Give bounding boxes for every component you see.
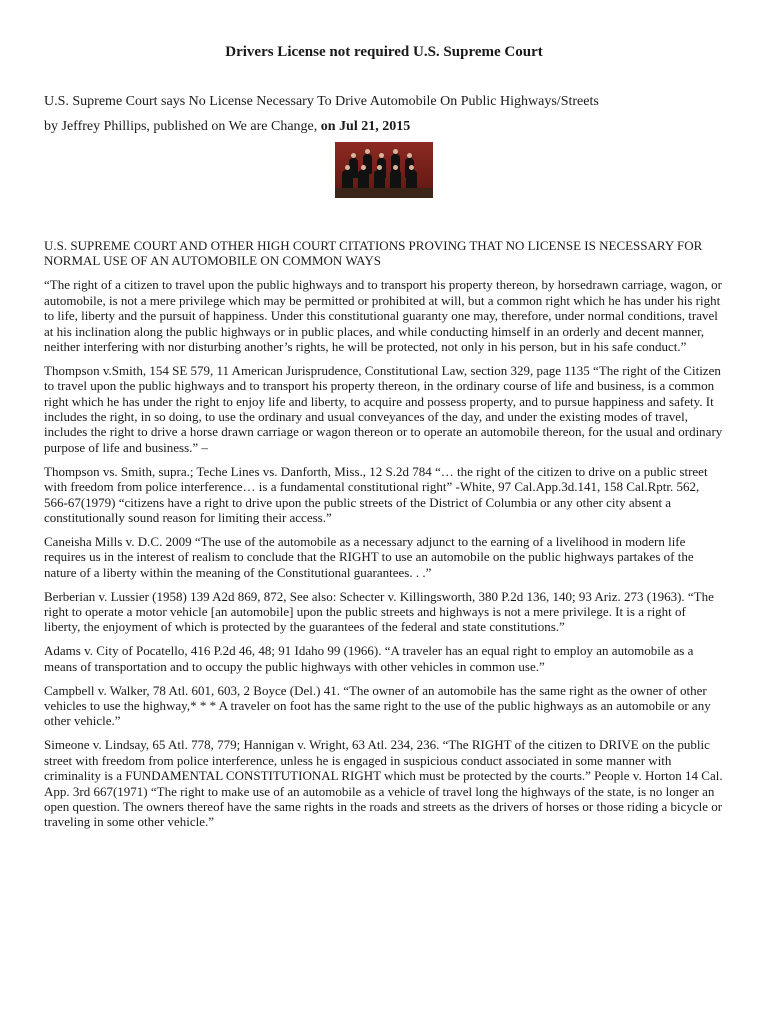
paragraph: Adams v. City of Pocatello, 416 P.2d 46, 48; 91 Idaho 99 (1966). “A traveler has an equal right to employ an automobile as a means of transportation and to occupy the public highways with other vehicles in common use.” — [44, 643, 694, 674]
paragraph: Thompson vs. Smith, supra.; Teche Lines vs. Danforth, Miss., 12 S.2d 784 “… the right of the citizen to drive on a public street with freedom from police interference… is a fundamental constitutional right” -White, 97 Cal.App.3d.141, 158 Cal.Rptr. 562, 566-67(1979) “citizens have a right to drive upon the public streets of the District of Columbia or any other city absent a constitutionally sound reason for limiting their access.” — [44, 463, 708, 525]
document-subtitle: U.S. Supreme Court says No License Necessary To Drive Automobile On Public Highways/Streets — [44, 94, 599, 109]
paragraph: Caneisha Mills v. D.C. 2009 “The use of the automobile as a necessary adjunct to the earning of a livelihood in modern life requires us in the interest of realism to conclude that the RIGHT to use an automobile on the public highways partakes of the nature of a liberty within the meaning of the Constitutional guarantees. . .” — [44, 533, 694, 580]
byline — [44, 119, 734, 135]
paragraph: Thompson v.Smith, 154 SE 579, 11 American Jurisprudence, Constitutional Law, section 329, page 1135 “The right of the Citizen to travel upon the public highways and to transport his property thereon, in the ordinary course of life and business, is a common right which he has under the right to enjoy life and liberty, to acquire and possess property, and to pursue happiness and safety. It includes the right, in so doing, to use the ordinary and usual conveyances of the day, and under the existing modes of travel, includes the right to drive a horse drawn carriage or wagon thereon or to operate an automobile thereon, for the usual and ordinary purpose of life and business.” – — [44, 362, 723, 455]
document-body — [44, 238, 724, 838]
byline-date: on Jul 21, 2015 — [320, 119, 411, 134]
document-title: Drivers License not required U.S. Supreme Court — [225, 44, 543, 60]
supreme-court-photo — [335, 142, 433, 198]
byline-author: by Jeffrey Phillips, published on We are Change, — [44, 119, 321, 134]
section-heading: U.S. SUPREME COURT AND OTHER HIGH COURT CITATIONS PROVING THAT NO LICENSE IS NECESSARY FOR NORMAL USE OF AN AUTOMOBILE ON COMMON WAYS — [44, 238, 703, 269]
paragraph: Simeone v. Lindsay, 65 Atl. 778, 779; Hannigan v. Wright, 63 Atl. 234, 236. “The RIGHT of the citizen to DRIVE on the public street with freedom from police interference, unless he is engaged in suspicious conduct associated in some manner with criminality is a FUNDAMENTAL CONSTITUTIONAL RIGHT which must be protected by the courts.” People v. Horton 14 Cal. App. 3rd 667(1971) “The right to make use of an automobile as a vehicle of travel long the highways of the state, is no longer an open question. The owners thereof have the same rights in the roads and streets as the drivers of horses or those riding a bicycle or traveling in some other vehicle.” — [44, 737, 723, 830]
paragraph: Campbell v. Walker, 78 Atl. 601, 603, 2 Boyce (Del.) 41. “The owner of an automobile has the same right as the owner of other vehicles to use the highway,* * * A traveler on foot has the same right to the use of the public highways as an automobile or any other vehicle.” — [44, 682, 711, 729]
paragraph: “The right of a citizen to travel upon the public highways and to transport his property thereon, by horsedrawn carriage, wagon, or automobile, is not a mere privilege which may be permitted or prohibited at will, but a common right which he has under his right to life, liberty and the pursuit of happiness. Under this constitutional guaranty one may, therefore, under normal conditions, travel at his inclination along the public highways or in public places, and while conducting himself in an orderly and decent manner, neither interfering with nor disturbing another’s rights, he will be protected, not only in his person, but in his safe conduct.” — [44, 277, 722, 354]
paragraph: Berberian v. Lussier (1958) 139 A2d 869, 872, See also: Schecter v. Killingsworth, 380 P.2d 136, 140; 93 Ariz. 273 (1963). “The right to operate a motor vehicle [an automobile] upon the public streets and highways is not a mere privilege. It is a right of liberty, the enjoyment of which is protected by the guarantees of the federal and state constitutions.” — [44, 588, 714, 635]
